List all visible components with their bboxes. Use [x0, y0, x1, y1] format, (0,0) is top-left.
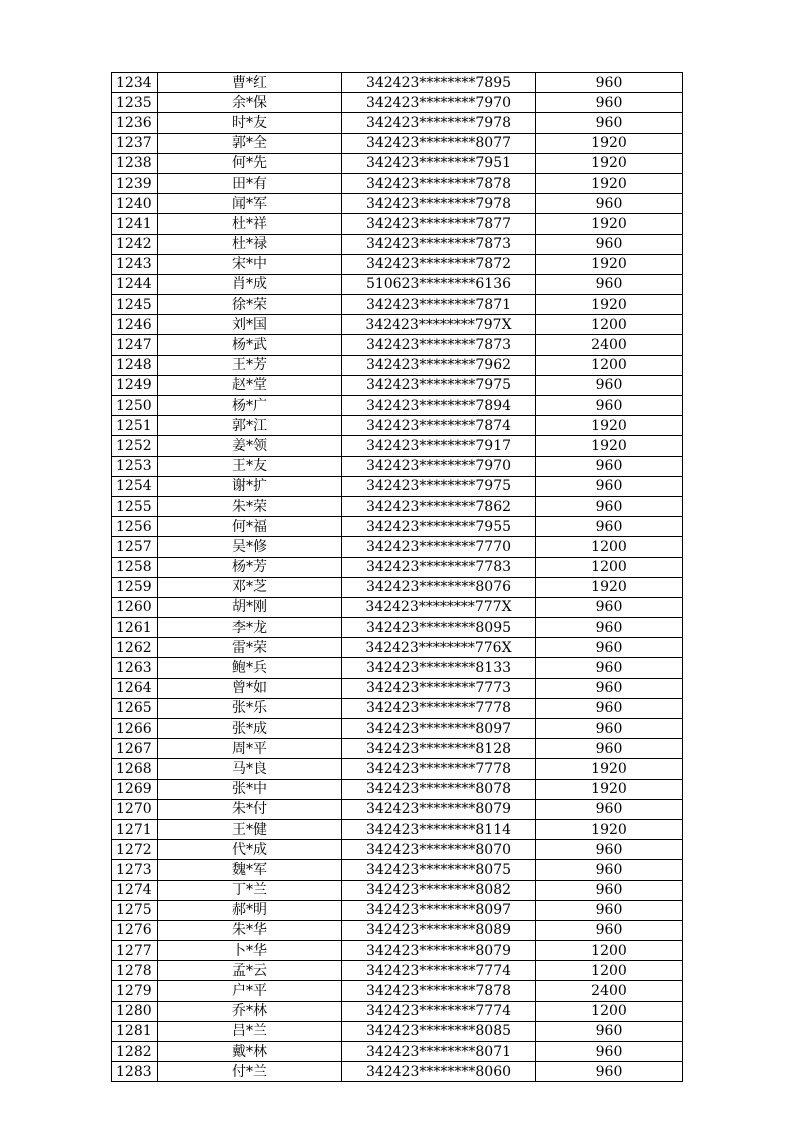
- amount-cell: 960: [536, 739, 683, 759]
- row-number-cell: 1266: [112, 719, 158, 739]
- row-number-cell: 1244: [112, 274, 158, 294]
- row-number-cell: 1249: [112, 375, 158, 395]
- amount-cell: 960: [536, 1042, 683, 1062]
- amount-cell: 960: [536, 517, 683, 537]
- id-number-cell: 342423********7783: [342, 557, 536, 577]
- id-number-cell: 342423********8082: [342, 880, 536, 900]
- id-number-cell: 342423********8097: [342, 719, 536, 739]
- table-row: [112, 880, 683, 900]
- amount-cell: 960: [536, 113, 683, 133]
- table-row: [112, 759, 683, 779]
- amount-cell: 2400: [536, 981, 683, 1001]
- table-row: [112, 658, 683, 678]
- amount-cell: 1920: [536, 819, 683, 839]
- data-table: [111, 72, 683, 1082]
- row-number-cell: 1247: [112, 335, 158, 355]
- row-number-cell: 1246: [112, 315, 158, 335]
- table-row: [112, 396, 683, 416]
- amount-cell: 1920: [536, 779, 683, 799]
- name-cell: 胡*刚: [158, 597, 342, 617]
- amount-cell: 1920: [536, 295, 683, 315]
- amount-cell: 1920: [536, 153, 683, 173]
- amount-cell: 1200: [536, 557, 683, 577]
- amount-cell: 1200: [536, 355, 683, 375]
- table-row: [112, 819, 683, 839]
- id-number-cell: 342423********8133: [342, 658, 536, 678]
- table-row: [112, 214, 683, 234]
- table-row: [112, 73, 683, 93]
- table-row: [112, 698, 683, 718]
- table-row: [112, 577, 683, 597]
- id-number-cell: 342423********7970: [342, 93, 536, 113]
- row-number-cell: 1256: [112, 517, 158, 537]
- id-number-cell: 342423********8089: [342, 920, 536, 940]
- name-cell: 王*健: [158, 819, 342, 839]
- row-number-cell: 1264: [112, 678, 158, 698]
- table-row: [112, 436, 683, 456]
- table-row: [112, 1042, 683, 1062]
- row-number-cell: 1260: [112, 597, 158, 617]
- row-number-cell: 1258: [112, 557, 158, 577]
- name-cell: 何*福: [158, 517, 342, 537]
- table-row: [112, 93, 683, 113]
- table-row: [112, 1062, 683, 1082]
- amount-cell: 960: [536, 860, 683, 880]
- table-row: [112, 618, 683, 638]
- amount-cell: 1200: [536, 961, 683, 981]
- table-row: [112, 739, 683, 759]
- name-cell: 鲍*兵: [158, 658, 342, 678]
- row-number-cell: 1261: [112, 618, 158, 638]
- row-number-cell: 1259: [112, 577, 158, 597]
- table-row: [112, 133, 683, 153]
- row-number-cell: 1239: [112, 173, 158, 193]
- name-cell: 丁*兰: [158, 880, 342, 900]
- id-number-cell: 342423********7872: [342, 254, 536, 274]
- name-cell: 张*成: [158, 719, 342, 739]
- id-number-cell: 342423********8071: [342, 1042, 536, 1062]
- amount-cell: 960: [536, 840, 683, 860]
- id-number-cell: 342423********8060: [342, 1062, 536, 1082]
- name-cell: 何*先: [158, 153, 342, 173]
- id-number-cell: 342423********8078: [342, 779, 536, 799]
- name-cell: 魏*军: [158, 860, 342, 880]
- amount-cell: 960: [536, 618, 683, 638]
- row-number-cell: 1257: [112, 537, 158, 557]
- table-row: [112, 1001, 683, 1021]
- id-number-cell: 342423********7873: [342, 335, 536, 355]
- amount-cell: 960: [536, 597, 683, 617]
- id-number-cell: 342423********7778: [342, 698, 536, 718]
- amount-cell: 960: [536, 880, 683, 900]
- name-cell: 郭*江: [158, 416, 342, 436]
- name-cell: 时*友: [158, 113, 342, 133]
- table-row: [112, 274, 683, 294]
- row-number-cell: 1271: [112, 819, 158, 839]
- id-number-cell: 342423********7895: [342, 73, 536, 93]
- row-number-cell: 1253: [112, 456, 158, 476]
- row-number-cell: 1251: [112, 416, 158, 436]
- name-cell: 戴*林: [158, 1042, 342, 1062]
- row-number-cell: 1243: [112, 254, 158, 274]
- table-row: [112, 113, 683, 133]
- amount-cell: 960: [536, 658, 683, 678]
- amount-cell: 1920: [536, 436, 683, 456]
- row-number-cell: 1269: [112, 779, 158, 799]
- id-number-cell: 342423********7878: [342, 173, 536, 193]
- amount-cell: 1920: [536, 173, 683, 193]
- id-number-cell: 342423********7871: [342, 295, 536, 315]
- name-cell: 张*中: [158, 779, 342, 799]
- table-row: [112, 355, 683, 375]
- row-number-cell: 1279: [112, 981, 158, 1001]
- row-number-cell: 1267: [112, 739, 158, 759]
- name-cell: 姜*领: [158, 436, 342, 456]
- id-number-cell: 342423********7951: [342, 153, 536, 173]
- id-number-cell: 342423********8114: [342, 819, 536, 839]
- row-number-cell: 1240: [112, 194, 158, 214]
- table-row: [112, 900, 683, 920]
- row-number-cell: 1270: [112, 799, 158, 819]
- amount-cell: 960: [536, 1021, 683, 1041]
- amount-cell: 960: [536, 678, 683, 698]
- row-number-cell: 1241: [112, 214, 158, 234]
- name-cell: 吴*修: [158, 537, 342, 557]
- table-row: [112, 557, 683, 577]
- name-cell: 谢*扩: [158, 476, 342, 496]
- table-row: [112, 496, 683, 516]
- row-number-cell: 1234: [112, 73, 158, 93]
- id-number-cell: 342423********7878: [342, 981, 536, 1001]
- row-number-cell: 1272: [112, 840, 158, 860]
- row-number-cell: 1275: [112, 900, 158, 920]
- table-row: [112, 961, 683, 981]
- amount-cell: 960: [536, 476, 683, 496]
- row-number-cell: 1268: [112, 759, 158, 779]
- amount-cell: 960: [536, 396, 683, 416]
- id-number-cell: 342423********7873: [342, 234, 536, 254]
- row-number-cell: 1276: [112, 920, 158, 940]
- table-row: [112, 517, 683, 537]
- table-row: [112, 456, 683, 476]
- table-row: [112, 840, 683, 860]
- table-row: [112, 315, 683, 335]
- id-number-cell: 342423********8128: [342, 739, 536, 759]
- row-number-cell: 1278: [112, 961, 158, 981]
- name-cell: 李*龙: [158, 618, 342, 638]
- row-number-cell: 1248: [112, 355, 158, 375]
- id-number-cell: 342423********7975: [342, 375, 536, 395]
- row-number-cell: 1236: [112, 113, 158, 133]
- amount-cell: 960: [536, 456, 683, 476]
- row-number-cell: 1263: [112, 658, 158, 678]
- table-row: [112, 335, 683, 355]
- id-number-cell: 342423********8079: [342, 799, 536, 819]
- amount-cell: 1200: [536, 537, 683, 557]
- id-number-cell: 342423********7970: [342, 456, 536, 476]
- row-number-cell: 1265: [112, 698, 158, 718]
- table-row: [112, 254, 683, 274]
- id-number-cell: 342423********7862: [342, 496, 536, 516]
- row-number-cell: 1282: [112, 1042, 158, 1062]
- id-number-cell: 342423********776X: [342, 638, 536, 658]
- table-row: [112, 375, 683, 395]
- id-number-cell: 342423********8097: [342, 900, 536, 920]
- row-number-cell: 1273: [112, 860, 158, 880]
- name-cell: 雷*荣: [158, 638, 342, 658]
- amount-cell: 960: [536, 194, 683, 214]
- id-number-cell: 342423********8076: [342, 577, 536, 597]
- name-cell: 卜*华: [158, 941, 342, 961]
- name-cell: 刘*国: [158, 315, 342, 335]
- amount-cell: 960: [536, 375, 683, 395]
- name-cell: 邓*芝: [158, 577, 342, 597]
- table-row: [112, 476, 683, 496]
- amount-cell: 1920: [536, 759, 683, 779]
- name-cell: 朱*荣: [158, 496, 342, 516]
- table-row: [112, 173, 683, 193]
- name-cell: 田*有: [158, 173, 342, 193]
- name-cell: 孟*云: [158, 961, 342, 981]
- row-number-cell: 1237: [112, 133, 158, 153]
- table-row: [112, 860, 683, 880]
- table-row: [112, 1021, 683, 1041]
- table-row: [112, 920, 683, 940]
- name-cell: 曾*如: [158, 678, 342, 698]
- name-cell: 杜*祥: [158, 214, 342, 234]
- table-row: [112, 194, 683, 214]
- table-row: [112, 941, 683, 961]
- amount-cell: 1920: [536, 577, 683, 597]
- id-number-cell: 342423********7962: [342, 355, 536, 375]
- row-number-cell: 1238: [112, 153, 158, 173]
- id-number-cell: 342423********7877: [342, 214, 536, 234]
- amount-cell: 960: [536, 234, 683, 254]
- amount-cell: 2400: [536, 335, 683, 355]
- id-number-cell: 342423********7975: [342, 476, 536, 496]
- amount-cell: 1920: [536, 254, 683, 274]
- row-number-cell: 1250: [112, 396, 158, 416]
- amount-cell: 960: [536, 1062, 683, 1082]
- amount-cell: 1200: [536, 1001, 683, 1021]
- name-cell: 肖*成: [158, 274, 342, 294]
- name-cell: 王*友: [158, 456, 342, 476]
- name-cell: 余*保: [158, 93, 342, 113]
- name-cell: 朱*华: [158, 920, 342, 940]
- id-number-cell: 342423********8079: [342, 941, 536, 961]
- row-number-cell: 1283: [112, 1062, 158, 1082]
- table-row: [112, 597, 683, 617]
- name-cell: 马*良: [158, 759, 342, 779]
- amount-cell: 1920: [536, 133, 683, 153]
- id-number-cell: 342423********7874: [342, 416, 536, 436]
- id-number-cell: 342423********7778: [342, 759, 536, 779]
- id-number-cell: 342423********8085: [342, 1021, 536, 1041]
- table-row: [112, 537, 683, 557]
- name-cell: 闻*军: [158, 194, 342, 214]
- table-row: [112, 295, 683, 315]
- amount-cell: 1200: [536, 315, 683, 335]
- id-number-cell: 342423********797X: [342, 315, 536, 335]
- name-cell: 赵*堂: [158, 375, 342, 395]
- amount-cell: 960: [536, 698, 683, 718]
- amount-cell: 1200: [536, 941, 683, 961]
- table-row: [112, 416, 683, 436]
- id-number-cell: 342423********7955: [342, 517, 536, 537]
- id-number-cell: 342423********7770: [342, 537, 536, 557]
- amount-cell: 960: [536, 73, 683, 93]
- amount-cell: 960: [536, 900, 683, 920]
- row-number-cell: 1235: [112, 93, 158, 113]
- name-cell: 乔*林: [158, 1001, 342, 1021]
- amount-cell: 960: [536, 799, 683, 819]
- name-cell: 代*成: [158, 840, 342, 860]
- name-cell: 朱*付: [158, 799, 342, 819]
- name-cell: 杨*武: [158, 335, 342, 355]
- name-cell: 吕*兰: [158, 1021, 342, 1041]
- table-row: [112, 799, 683, 819]
- name-cell: 杨*广: [158, 396, 342, 416]
- amount-cell: 960: [536, 920, 683, 940]
- amount-cell: 960: [536, 93, 683, 113]
- row-number-cell: 1254: [112, 476, 158, 496]
- row-number-cell: 1277: [112, 941, 158, 961]
- id-number-cell: 510623********6136: [342, 274, 536, 294]
- name-cell: 付*兰: [158, 1062, 342, 1082]
- id-number-cell: 342423********7978: [342, 113, 536, 133]
- id-number-cell: 342423********8077: [342, 133, 536, 153]
- name-cell: 郝*明: [158, 900, 342, 920]
- name-cell: 徐*荣: [158, 295, 342, 315]
- table-row: [112, 638, 683, 658]
- amount-cell: 960: [536, 719, 683, 739]
- name-cell: 郭*全: [158, 133, 342, 153]
- amount-cell: 960: [536, 274, 683, 294]
- name-cell: 张*乐: [158, 698, 342, 718]
- id-number-cell: 342423********8075: [342, 860, 536, 880]
- name-cell: 周*平: [158, 739, 342, 759]
- id-number-cell: 342423********7774: [342, 961, 536, 981]
- table-row: [112, 719, 683, 739]
- table-row: [112, 678, 683, 698]
- row-number-cell: 1280: [112, 1001, 158, 1021]
- amount-cell: 960: [536, 496, 683, 516]
- amount-cell: 960: [536, 638, 683, 658]
- id-number-cell: 342423********8070: [342, 840, 536, 860]
- name-cell: 曹*红: [158, 73, 342, 93]
- name-cell: 杨*芳: [158, 557, 342, 577]
- name-cell: 杜*禄: [158, 234, 342, 254]
- amount-cell: 1920: [536, 416, 683, 436]
- id-number-cell: 342423********7978: [342, 194, 536, 214]
- row-number-cell: 1255: [112, 496, 158, 516]
- name-cell: 王*芳: [158, 355, 342, 375]
- id-number-cell: 342423********7773: [342, 678, 536, 698]
- id-number-cell: 342423********8095: [342, 618, 536, 638]
- row-number-cell: 1262: [112, 638, 158, 658]
- id-number-cell: 342423********7774: [342, 1001, 536, 1021]
- table-row: [112, 981, 683, 1001]
- name-cell: 户*平: [158, 981, 342, 1001]
- name-cell: 宋*中: [158, 254, 342, 274]
- id-number-cell: 342423********777X: [342, 597, 536, 617]
- id-number-cell: 342423********7894: [342, 396, 536, 416]
- row-number-cell: 1245: [112, 295, 158, 315]
- row-number-cell: 1252: [112, 436, 158, 456]
- table-row: [112, 153, 683, 173]
- id-number-cell: 342423********7917: [342, 436, 536, 456]
- table-row: [112, 779, 683, 799]
- row-number-cell: 1274: [112, 880, 158, 900]
- row-number-cell: 1242: [112, 234, 158, 254]
- amount-cell: 1920: [536, 214, 683, 234]
- row-number-cell: 1281: [112, 1021, 158, 1041]
- table-body: [112, 73, 683, 1082]
- table-row: [112, 234, 683, 254]
